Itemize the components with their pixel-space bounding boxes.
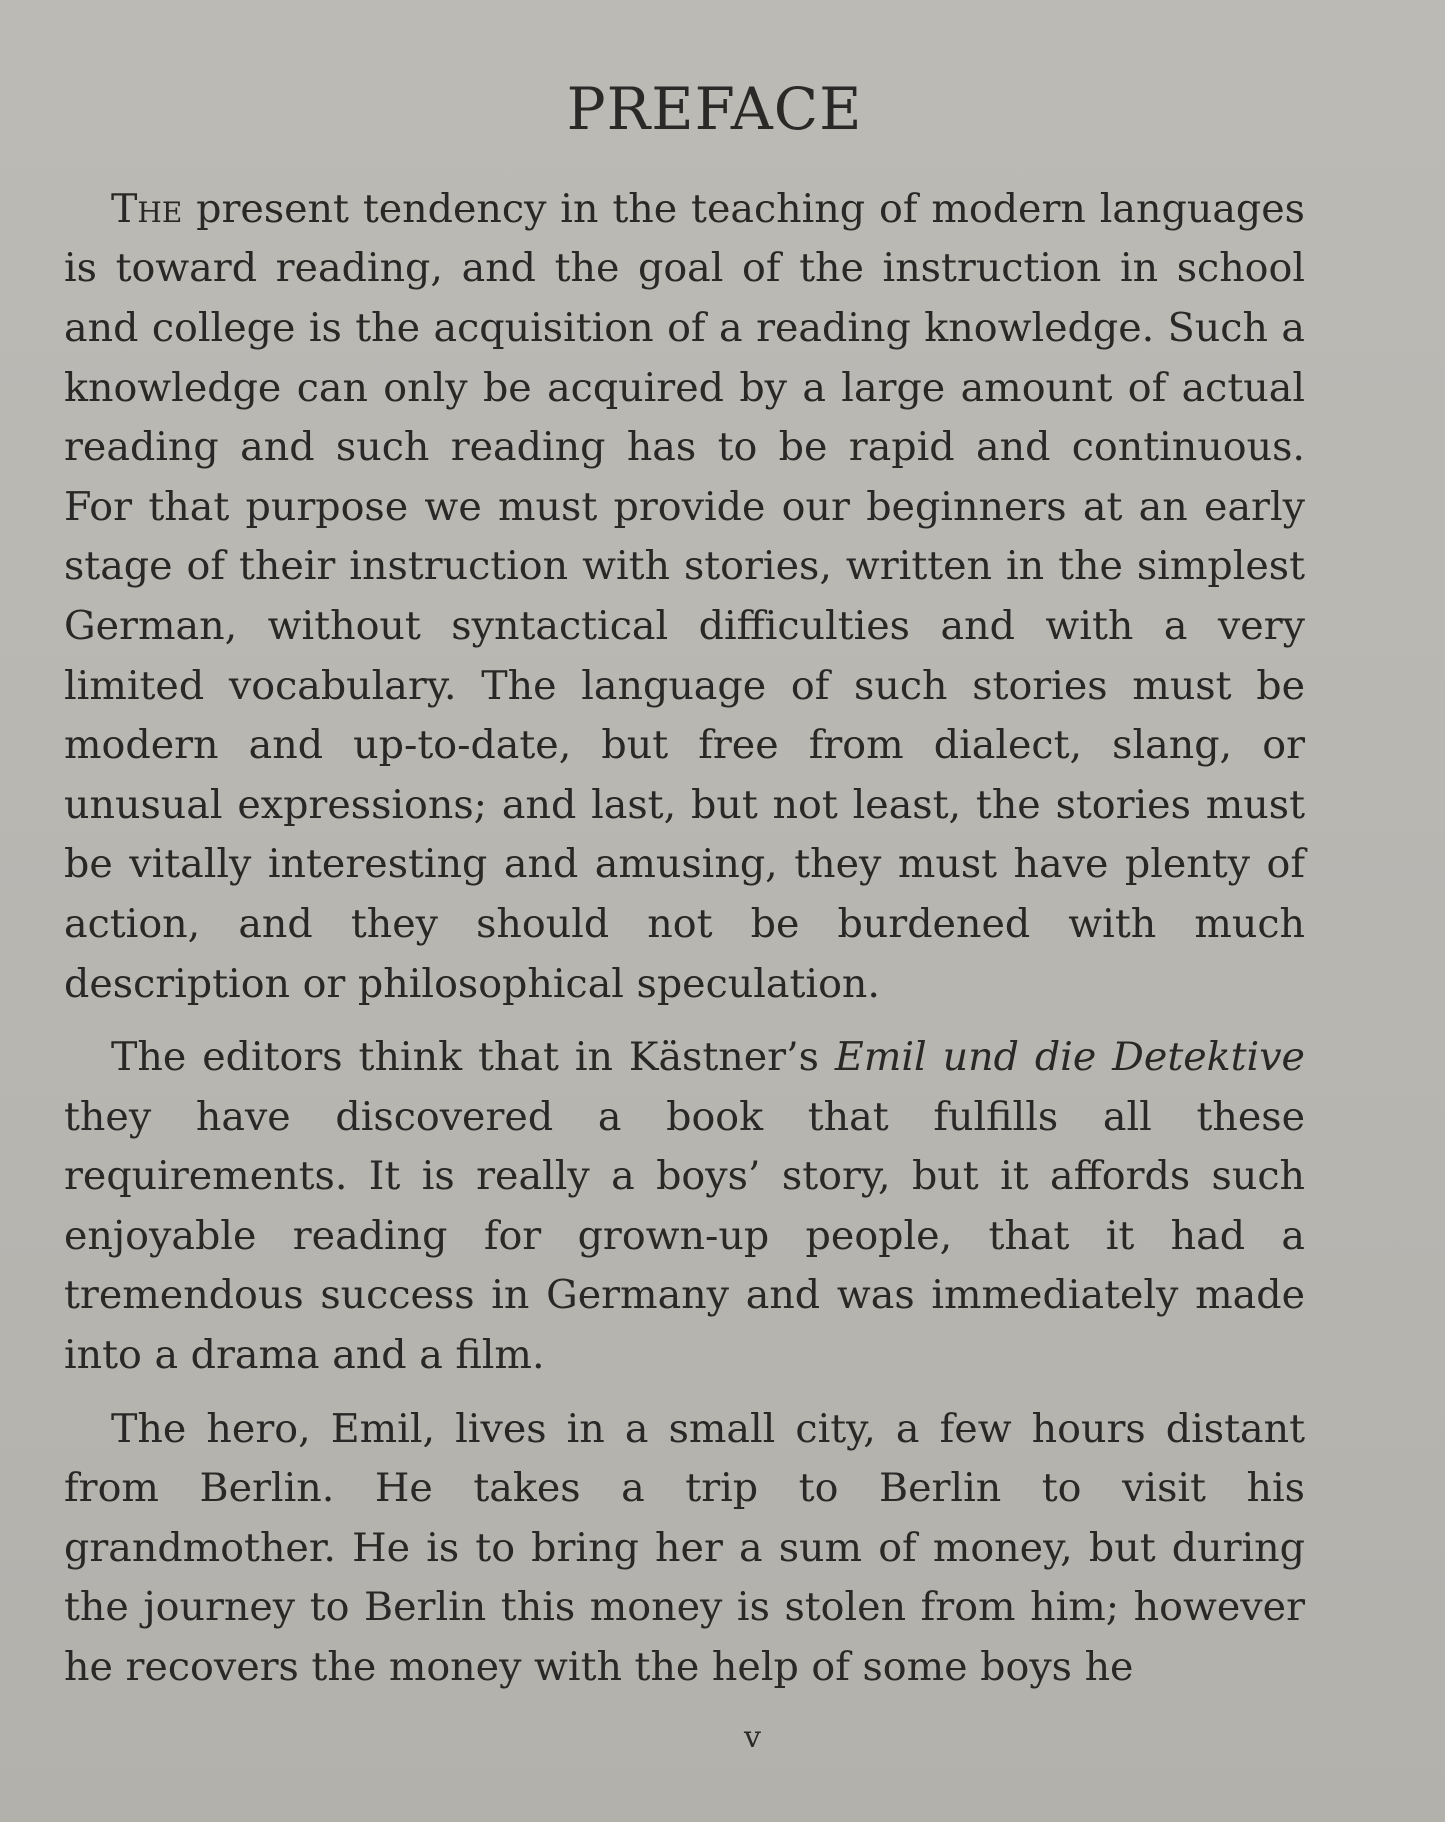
page-title: PREFACE bbox=[566, 75, 863, 143]
paragraph-3-text: The hero, Emil, lives in a small city, a few hours distant from Berlin. He takes a trip to Berlin to visit his grandmother. He is to bring her a sum of money, but during the journey to Berlin this money is stolen from him; however he recovers the money with the help of some boys he bbox=[64, 1405, 1305, 1691]
paragraph-2 bbox=[64, 1028, 1305, 1386]
paragraph-1 bbox=[64, 180, 1305, 1014]
paragraph-1-opening-word: The bbox=[111, 185, 183, 232]
page-number: v bbox=[744, 1720, 761, 1755]
paragraph-3 bbox=[64, 1400, 1305, 1698]
paragraph-1-text: present tendency in the teaching of modern languages is toward reading, and the goal of the instruction in school and college is the acquisition of a reading knowledge. Such a knowledge can only be acquired by a large amount of actual reading and such reading has to be rapid and continuous. For that purpose we must provide our beginners at an early stage of their instruction with stories, written in the simplest German, without syntactical difficulties and with a very limited vocabulary. The language of such stories must be modern and up-to-date, but free from dialect, slang, or unusual expressions; and last, but not least, the stories must be vitally interesting and amusing, they must have plenty of action, and they should not be burdened with much description or philosophical speculation. bbox=[64, 185, 1305, 1007]
paragraph-2-text-before-title: The editors think that in Kästner’s bbox=[111, 1034, 835, 1081]
paragraph-2-text-after-title: they have discovered a book that fulfills all these requirements. It is really a boys’ story, but it affords such enjoyable reading for grown-up people, that it had a tremendous success in Germany and was immediately made into a drama and a film. bbox=[64, 1093, 1305, 1379]
book-title: Emil und die Detektive bbox=[834, 1034, 1305, 1081]
